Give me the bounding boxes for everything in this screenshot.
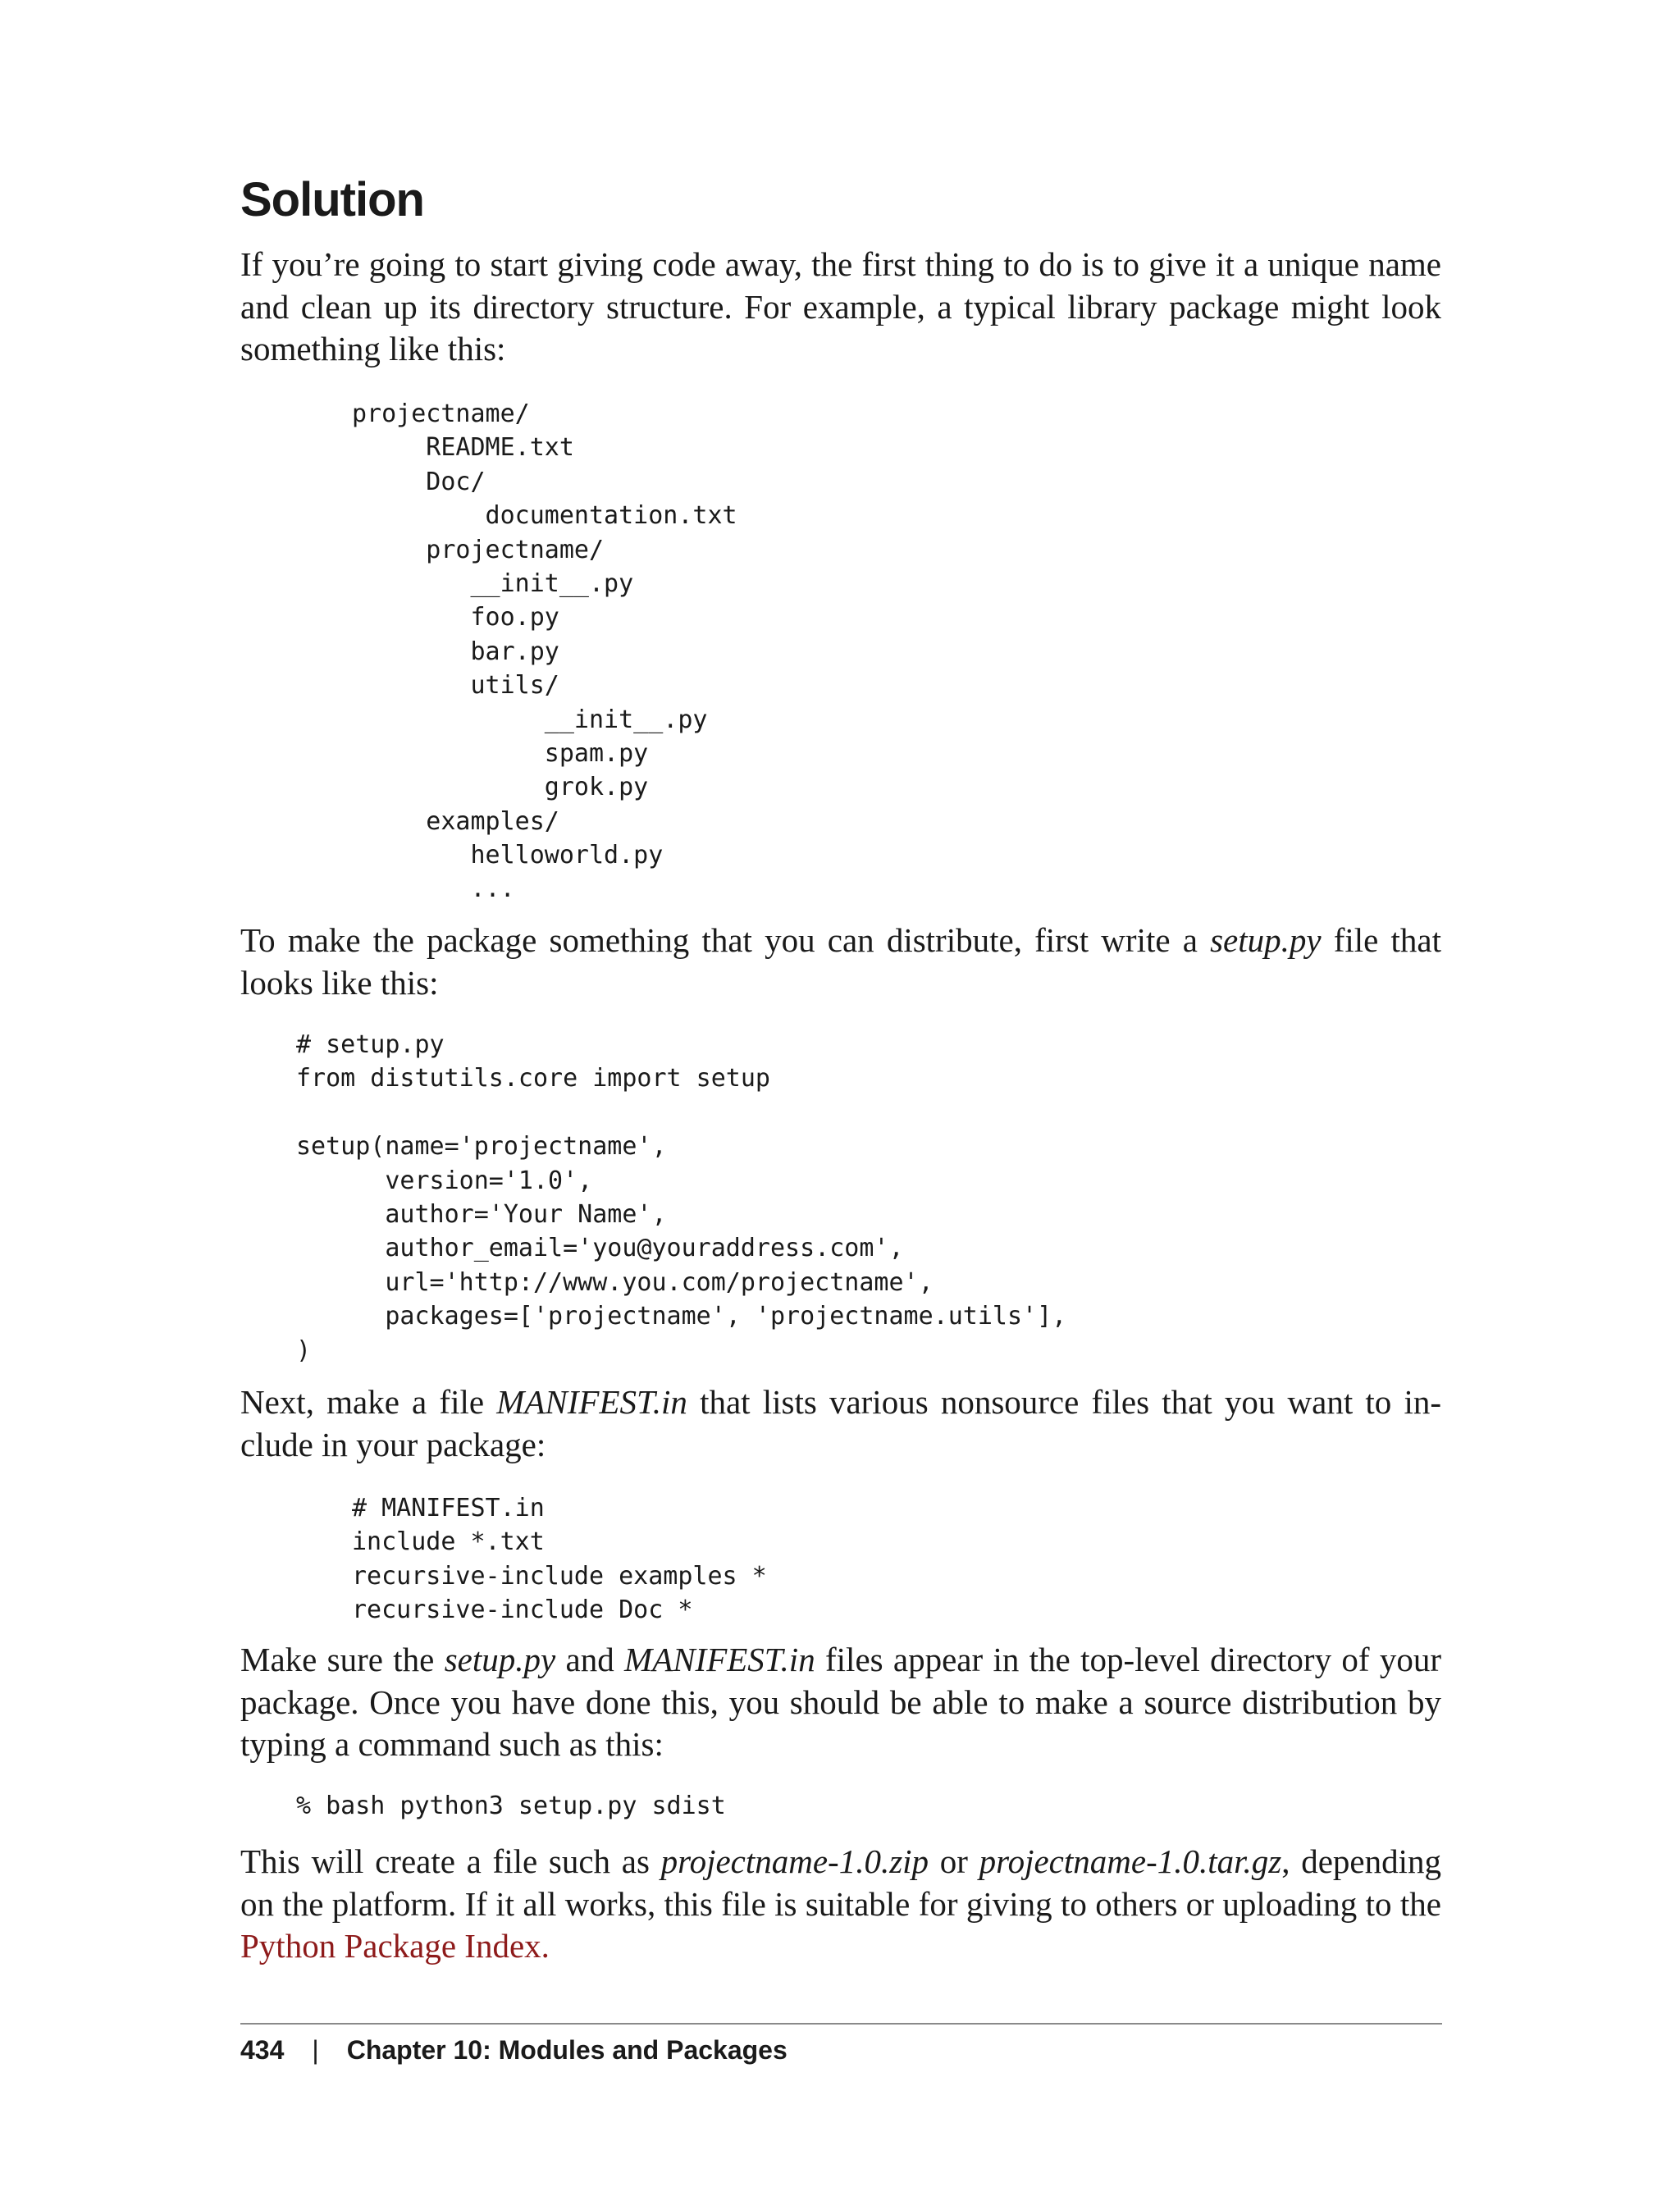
code-line: recursive-include Doc * (352, 1596, 693, 1625)
command-code (296, 1789, 726, 1823)
section-heading: Solution (240, 173, 424, 226)
footer-divider (240, 2023, 1442, 2025)
code-line: Doc/ (352, 467, 486, 496)
code-line (296, 1096, 1066, 1130)
code-line: setup(name='projectname', (296, 1132, 667, 1162)
text-run: To make the package something that you can distribute, first write a (240, 921, 1211, 959)
code-line: utils/ (352, 671, 559, 701)
code-line: bar.py (352, 637, 559, 666)
manifest-code (352, 1491, 767, 1628)
page-number: 434 (240, 2035, 285, 2065)
code-line: url='http://www.you.com/projectname', (296, 1267, 934, 1297)
text-run: Make sure the (240, 1641, 445, 1678)
manifest-intro-paragraph (240, 1381, 1441, 1466)
intro-paragraph: If you’re going to start giving code away, the first thing to do is to give it a unique name and clean up its directory structure. For example, a typical library package might look something like this: (240, 245, 1441, 368)
code-line: projectname/ (352, 535, 605, 564)
code-line: projectname/ (352, 399, 530, 428)
code-line: version='1.0', (296, 1166, 593, 1195)
code-line: recursive-include examples * (352, 1561, 767, 1591)
sdist-intro-paragraph (240, 1639, 1441, 1766)
code-line: ) (296, 1335, 312, 1365)
code-line: ... (352, 874, 515, 904)
text-run: file that looks like this: (240, 921, 1441, 1002)
code-line: from distutils.core import setup (296, 1064, 770, 1093)
code-line: include *.txt (352, 1527, 545, 1557)
python-package-index-link[interactable]: Python Package Index. (240, 1927, 550, 1965)
code-line: grok.py (352, 773, 649, 802)
filename-emphasis: setup.py (1210, 921, 1322, 959)
text-run: that lists various nonsource files that you want to in-clude in your package: (240, 1383, 1441, 1463)
text-run: or (929, 1842, 979, 1880)
code-line: author='Your Name', (296, 1199, 667, 1229)
code-line: README.txt (352, 433, 574, 463)
text-run: , depending on the platform. If it all works, this file is suitable for giving to others or uploading to the (240, 1842, 1441, 1923)
code-line: % bash python3 setup.py sdist (296, 1792, 726, 1820)
code-line: foo.py (352, 603, 559, 632)
text-run: files appear in the top-level directory of your package. Once you have done this, you should be able to make a source distribution by typing a command such as this: (240, 1641, 1442, 1763)
text-run: This will create a file such as (240, 1842, 661, 1880)
code-line: # MANIFEST.in (352, 1494, 545, 1522)
code-line: packages=['projectname', 'projectname.utils'], (296, 1302, 1067, 1331)
text-run: and (555, 1641, 625, 1678)
result-paragraph (240, 1841, 1441, 1968)
code-line: # setup.py (296, 1030, 445, 1059)
filename-emphasis: setup.py (444, 1641, 556, 1678)
code-line: spam.py (352, 738, 649, 768)
filename-emphasis: MANIFEST.in (624, 1641, 815, 1678)
code-line: documentation.txt (352, 501, 737, 531)
code-line: examples/ (352, 806, 559, 836)
footer-separator: | (312, 2035, 319, 2065)
page-footer (240, 2031, 788, 2069)
text-run: Next, make a file (240, 1383, 497, 1421)
directory-tree-code (352, 397, 737, 906)
code-line: __init__.py (352, 705, 708, 734)
filename-emphasis: projectname-1.0.zip (660, 1842, 929, 1880)
setup-py-code (296, 1028, 1066, 1367)
chapter-title: Chapter 10: Modules and Packages (346, 2035, 788, 2065)
code-line: __init__.py (352, 568, 634, 598)
filename-emphasis: MANIFEST.in (496, 1383, 687, 1421)
filename-emphasis: projectname-1.0.tar.gz (979, 1842, 1282, 1880)
code-line: helloworld.py (352, 841, 664, 870)
code-line: author_email='you@youraddress.com', (296, 1234, 904, 1263)
setup-intro-paragraph (240, 920, 1441, 1004)
